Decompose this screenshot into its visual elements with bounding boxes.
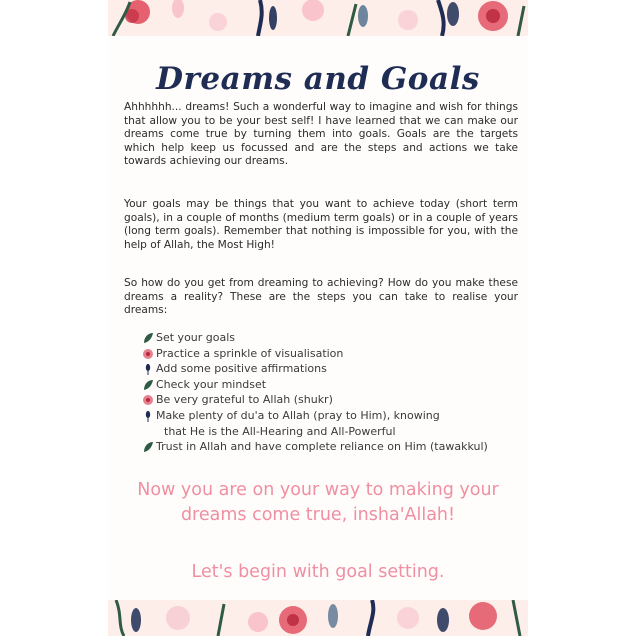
step-item	[142, 408, 522, 439]
leaf-icon	[142, 441, 154, 453]
step-text: Add some positive affirmations	[156, 362, 327, 376]
step-item	[142, 392, 522, 408]
floral-border-top	[108, 0, 528, 36]
step-item	[142, 346, 522, 362]
floral-border-bottom	[108, 600, 528, 636]
closing-line-1: Now you are on your way to making your	[137, 480, 499, 500]
closing-line-3: Let's begin with goal setting.	[191, 562, 445, 582]
closing-line-2: dreams come true, insha'Allah!	[180, 505, 456, 525]
step-text: Set your goals	[156, 331, 236, 344]
step-item	[142, 377, 522, 393]
floral-pattern-bottom	[108, 600, 528, 636]
step-item	[142, 330, 522, 346]
blue-bud-icon	[142, 410, 154, 422]
step-item	[142, 439, 522, 455]
step-text-continuation: that He is the All-Hearing and All-Powerful	[164, 424, 396, 438]
closing-message	[108, 478, 528, 528]
flower-icon	[142, 348, 154, 360]
goals-paragraph: Your goals may be things that you want to achieve today (short term goals), in a couple of months (medium term goals) or in a couple of years (long term goals). Remember that nothing is impossible for you, with the help of Allah, the Most High!	[124, 198, 518, 251]
step-text: Make plenty of du'a to Allah (pray to Him), knowing	[156, 408, 440, 422]
step-text: Check your mindset	[156, 377, 267, 391]
steps-intro-paragraph: So how do you get from dreaming to achieving? How do you make these dreams a reality? These are the steps you can take to realise your dreams:	[124, 277, 518, 317]
step-item	[142, 361, 522, 377]
floral-pattern-top	[108, 0, 528, 36]
leaf-icon	[142, 332, 154, 344]
flower-icon	[142, 394, 154, 406]
step-text: Trust in Allah and have complete reliance on Him (tawakkul)	[156, 440, 488, 454]
worksheet-page	[108, 0, 528, 636]
page-title: Dreams and Goals	[156, 60, 480, 97]
step-text: Practice a sprinkle of visualisation	[156, 346, 344, 360]
leaf-icon	[142, 379, 154, 391]
intro-paragraph: Ahhhhhh... dreams! Such a wonderful way to imagine and wish for things that allow you to be your best self! I have learned that we can make our dreams come true by turning them into goals. Goals are the targets which help keep us focussed and are the steps and actions we take towards achieving our dreams.	[124, 101, 518, 168]
steps-list	[142, 330, 522, 455]
step-text: Be very grateful to Allah (shukr)	[156, 393, 333, 407]
blue-bud-icon	[142, 363, 154, 375]
